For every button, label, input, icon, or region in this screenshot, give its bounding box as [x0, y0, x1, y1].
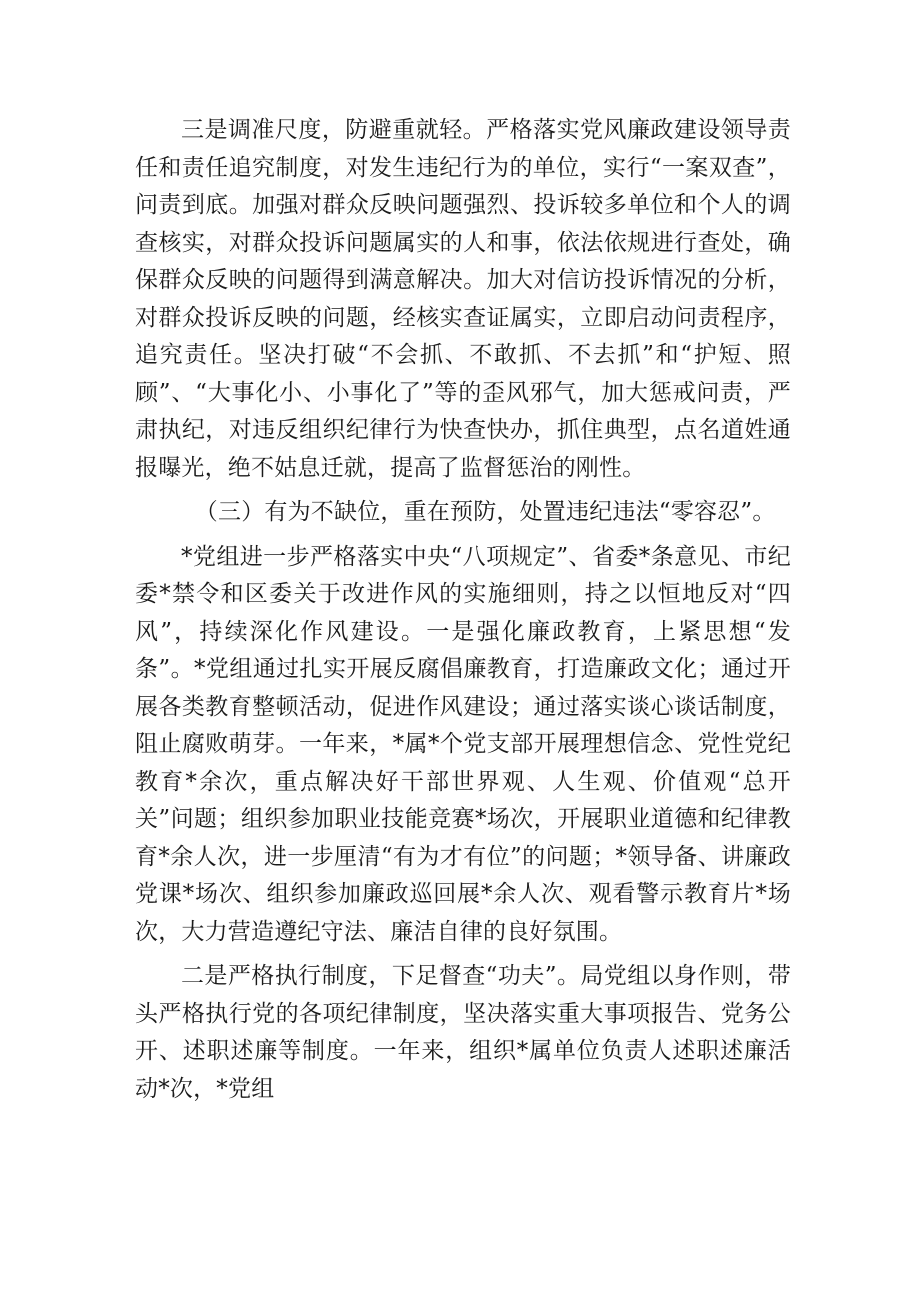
- paragraph-system-enforcement: 二是严格执行制度，下足督查“功夫”。局党组以身作则，带头严格执行党的各项纪律制度，坚决落实重大事项报告、党务公开、述职述廉等制度。一年来，组织*属单位负责人述职述廉活动*次，*党组: [135, 963, 791, 1102]
- paragraph-accountability: 三是调准尺度，防避重就轻。严格落实党风廉政建设领导责任和责任追究制度，对发生违纪行为的单位，实行“一案双查”，问责到底。加强对群众反映问题强烈、投诉较多单位和个人的调查核实，对群众投诉问题属实的人和事，依法依规进行查处，确保群众反映的问题得到满意解决。加大对信访投诉情况的分析，对群众投诉反映的问题，经核实查证属实，立即启动问责程序，追究责任。坚决打破“不会抓、不敢抓、不去抓”和“护短、照顾”、“大事化小、小事化了”等的歪风邪气，加大惩戒问责，严肃执纪，对违反组织纪律行为快查快办，抓住典型，点名道姓通报曝光，绝不姑息迁就，提高了监督惩治的刚性。: [135, 117, 791, 481]
- section-heading-three: （三）有为不缺位，重在预防，处置违纪违法“零容忍”。: [194, 499, 776, 525]
- paragraph-integrity-education: *党组进一步严格落实中央“八项规定”、省委*条意见、市纪委*禁令和区委关于改进作风的实施细则，持之以恒地反对“四风”，持续深化作风建设。一是强化廉政教育，上紧思想“发条”。*党组通过扎实开展反腐倡廉教育，打造廉政文化；通过开展各类教育整顿活动，促进作风建设；通过落实谈心谈话制度，阻止腐败萌芽。一年来，*属*个党支部开展理想信念、党性党纪教育*余次，重点解决好干部世界观、人生观、价值观“总开关”问题；组织参加职业技能竞赛*场次，开展职业道德和纪律教育*余人次，进一步厘清“有为才有位”的问题；*领导备、讲廉政党课*场次、组织参加廉政巡回展*余人次、观看警示教育片*场次，大力营造遵纪守法、廉洁自律的良好氛围。: [135, 543, 791, 945]
- document-body: [135, 112, 791, 1108]
